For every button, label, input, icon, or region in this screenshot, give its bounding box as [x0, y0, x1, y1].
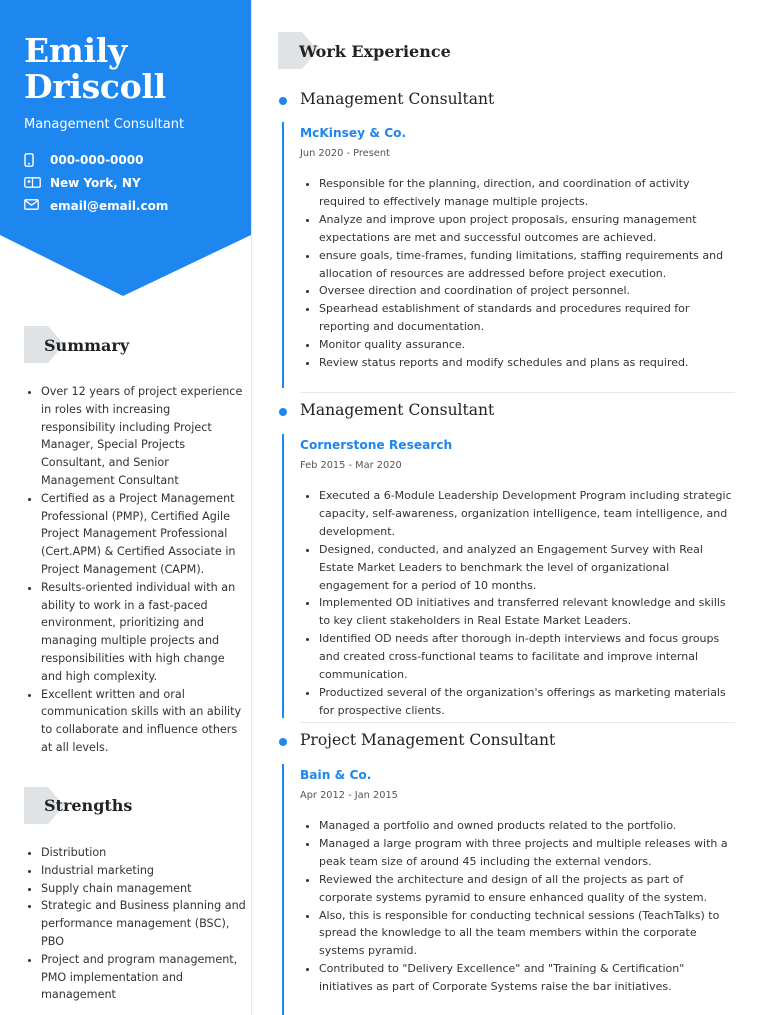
- summary-title: Summary: [44, 336, 130, 355]
- strengths-title: Strengths: [44, 796, 133, 815]
- timeline-dot: [279, 97, 287, 105]
- contact-phone: [24, 153, 143, 167]
- company-name: Bain & Co.: [300, 768, 372, 782]
- list-item: • Industrial marketing: [41, 862, 246, 880]
- phone-icon: [24, 153, 42, 167]
- list-item: • Certified as a Project Management Professional (PMP), Certified Agile Project Management Professional (Cert.APM) & Certified Associate in Project Management (CAPM).: [41, 490, 246, 579]
- list-item: • Monitor quality assurance.: [319, 336, 736, 354]
- header-banner: [0, 0, 251, 296]
- job-dates: Jun 2020 - Present: [300, 148, 390, 159]
- list-item: • Contributed to "Delivery Excellence" and "Training & Certification" initiatives as part of Corporate Systems raise the bar initiatives.: [319, 960, 736, 996]
- list-item: • Distribution: [41, 844, 246, 862]
- list-item: • Oversee direction and coordination of project personnel.: [319, 282, 736, 300]
- list-item: • Results-oriented individual with an ability to work in a fast-paced environment, prioritizing and managing multiple projects and responsibilities with high change and high complexity.: [41, 579, 246, 686]
- company-name: Cornerstone Research: [300, 438, 453, 452]
- job-title: Management Consultant: [300, 90, 495, 108]
- timeline-dot: [279, 408, 287, 416]
- job-bullets: [300, 487, 736, 720]
- divider: [300, 722, 735, 723]
- list-item: • Designed, conducted, and analyzed an Engagement Survey with Real Estate Market Leaders to benchmark the level of organizational engagement for a period of 10 months.: [319, 541, 736, 595]
- job-title: Project Management Consultant: [300, 731, 556, 749]
- location-text: New York, NY: [50, 176, 141, 190]
- list-item: • Also, this is responsible for conducting technical sessions (TeachTalks) to spread the knowledge to all the team members within the corporate systems pyramid.: [319, 907, 736, 961]
- strengths-list: [24, 844, 246, 1004]
- timeline-dot: [279, 738, 287, 746]
- first-name: Emily: [24, 31, 127, 70]
- list-item: • Analyze and improve upon project proposals, ensuring management expectations are met and successful outcomes are achieved.: [319, 211, 736, 247]
- list-item: • Managed a portfolio and owned products related to the portfolio.: [319, 817, 736, 835]
- list-item: • Project and program management, PMO implementation and management: [41, 951, 246, 1004]
- envelope-icon: [24, 199, 42, 213]
- list-item: • Implemented OD initiatives and transferred relevant knowledge and skills to key client stakeholders in Real Estate Market Leaders.: [319, 594, 736, 630]
- phone-text: 000-000-0000: [50, 153, 144, 167]
- job-bullets: [300, 817, 736, 996]
- main-content: [252, 0, 760, 1015]
- email-text: email@email.com: [50, 199, 169, 213]
- timeline-line: [282, 434, 284, 718]
- work-title: Work Experience: [299, 42, 451, 61]
- list-item: • Managed a large program with three projects and multiple releases with a peak team size of around 45 including the external vendors.: [319, 835, 736, 871]
- company-name: McKinsey & Co.: [300, 126, 407, 140]
- sidebar: [0, 0, 252, 1015]
- list-item: • ensure goals, time-frames, funding limitations, staffing requirements and allocation of resources are addressed before project execution.: [319, 247, 736, 283]
- list-item: • Responsible for the planning, direction, and coordination of activity required to effectively manage multiple projects.: [319, 175, 736, 211]
- candidate-role: Management Consultant: [24, 117, 185, 132]
- last-name: Driscoll: [24, 67, 166, 106]
- list-item: • Reviewed the architecture and design of all the projects as part of corporate systems pyramid to ensure enhanced quality of the system.: [319, 871, 736, 907]
- job-title: Management Consultant: [300, 401, 495, 419]
- timeline-line: [282, 764, 284, 1015]
- job-bullets: [300, 175, 736, 372]
- timeline-line: [282, 122, 284, 388]
- divider: [300, 392, 735, 393]
- map-icon: [24, 176, 42, 190]
- list-item: • Productized several of the organization's offerings as marketing materials for prospective clients.: [319, 684, 736, 720]
- list-item: • Strategic and Business planning and performance management (BSC), PBO: [41, 897, 246, 950]
- list-item: • Identified OD needs after thorough in-depth interviews and focus groups and created cross-functional teams to facilitate and improve internal communication.: [319, 630, 736, 684]
- list-item: • Spearhead establishment of standards and procedures required for reporting and documentation.: [319, 300, 736, 336]
- candidate-name: [24, 33, 166, 105]
- list-item: • Supply chain management: [41, 880, 246, 898]
- list-item: • Executed a 6-Module Leadership Development Program including strategic capacity, self-awareness, organization intelligence, team intelligence, and development.: [319, 487, 736, 541]
- job-dates: Feb 2015 - Mar 2020: [300, 460, 402, 471]
- contact-email: [24, 199, 168, 213]
- job-dates: Apr 2012 - Jan 2015: [300, 790, 398, 801]
- list-item: • Over 12 years of project experience in roles with increasing responsibility including Project Manager, Special Projects Consultant, and Senior Management Consultant: [41, 383, 246, 490]
- list-item: • Excellent written and oral communication skills with an ability to collaborate and influence others at all levels.: [41, 686, 246, 757]
- summary-list: [24, 383, 246, 757]
- contact-location: [24, 176, 141, 190]
- list-item: • Review status reports and modify schedules and plans as required.: [319, 354, 736, 372]
